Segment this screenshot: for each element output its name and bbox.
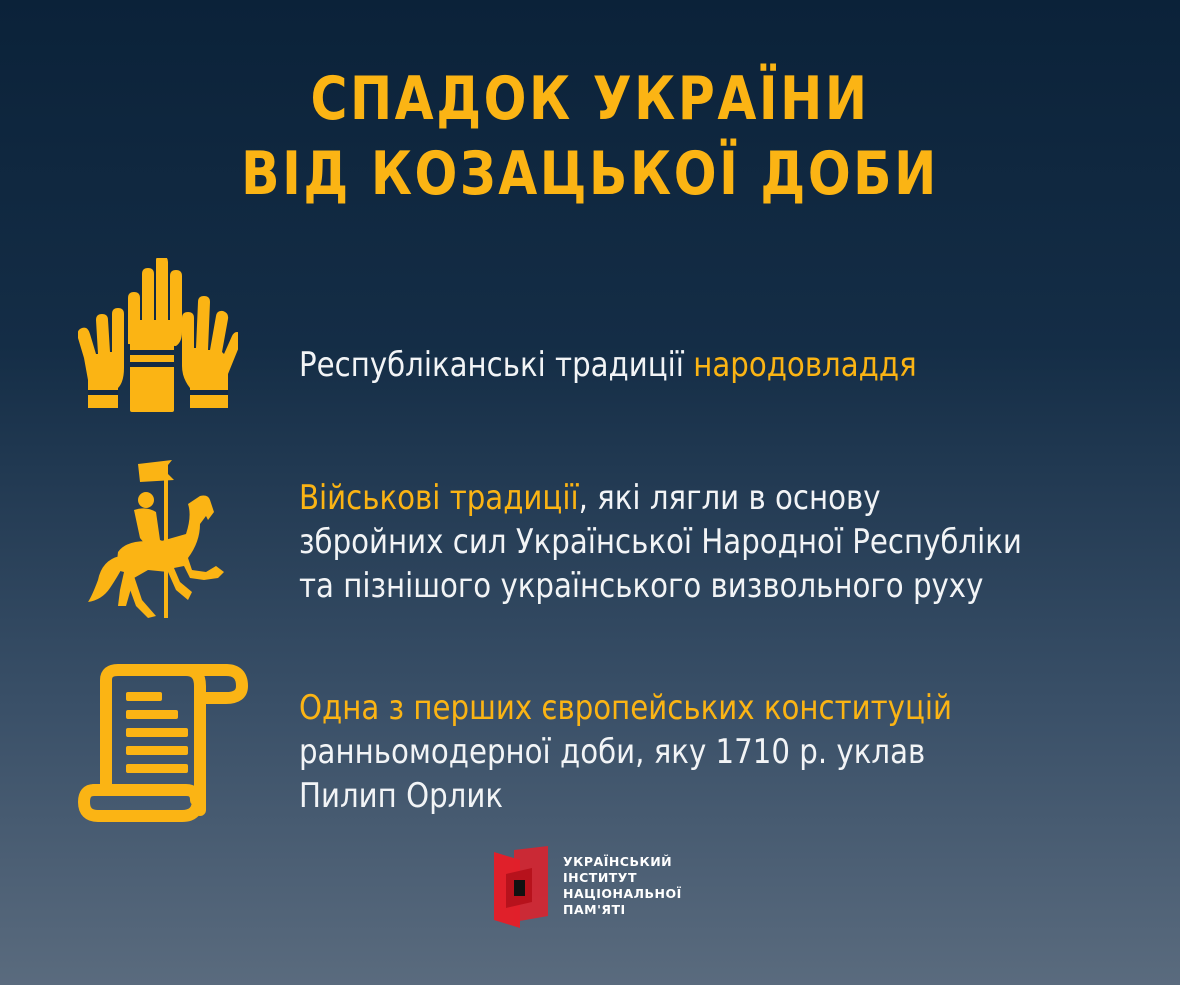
title-line-2: ВІД КОЗАЦЬКОЇ ДОБИ — [241, 139, 939, 209]
item-3-text — [299, 686, 952, 818]
item-2-highlight: Військові традиції — [299, 478, 579, 518]
item-1-highlight: народовладдя — [693, 345, 917, 385]
logo-line-3: НАЦІОНАЛЬНОЇ — [563, 886, 682, 901]
logo-line-4: ПАМ'ЯТІ — [563, 902, 626, 917]
title-line-1: СПАДОК УКРАЇНИ — [310, 64, 870, 134]
item-2-line-2: збройних сил Української Народної Республіки — [299, 522, 1022, 562]
item-2-text — [299, 476, 1022, 608]
scroll-document-icon — [78, 664, 250, 824]
uinp-logo-icon — [492, 846, 554, 930]
item-2-line-1 — [299, 476, 1022, 520]
logo-text — [563, 854, 682, 918]
item-3-line-1: Одна з перших європейських конституцій — [299, 688, 952, 728]
page-title — [94, 62, 1085, 212]
item-2-rest: , які лягли в основу — [578, 478, 881, 518]
item-3-line-3: Пилип Орлик — [299, 776, 504, 816]
item-1-line-1 — [299, 343, 917, 387]
cossack-horseman-icon — [88, 460, 228, 620]
logo-line-1: УКРАЇНСЬКИЙ — [563, 854, 673, 869]
item-1-plain: Республіканські традиції — [299, 345, 694, 385]
item-2-line-3: та пізнішого українського визвольного руху — [299, 566, 984, 606]
item-3-line-2: ранньомодерної доби, яку 1710 р. уклав — [299, 732, 926, 772]
raised-hands-icon — [78, 258, 238, 414]
logo-line-2: ІНСТИТУТ — [563, 870, 637, 885]
item-1-text — [299, 343, 917, 387]
